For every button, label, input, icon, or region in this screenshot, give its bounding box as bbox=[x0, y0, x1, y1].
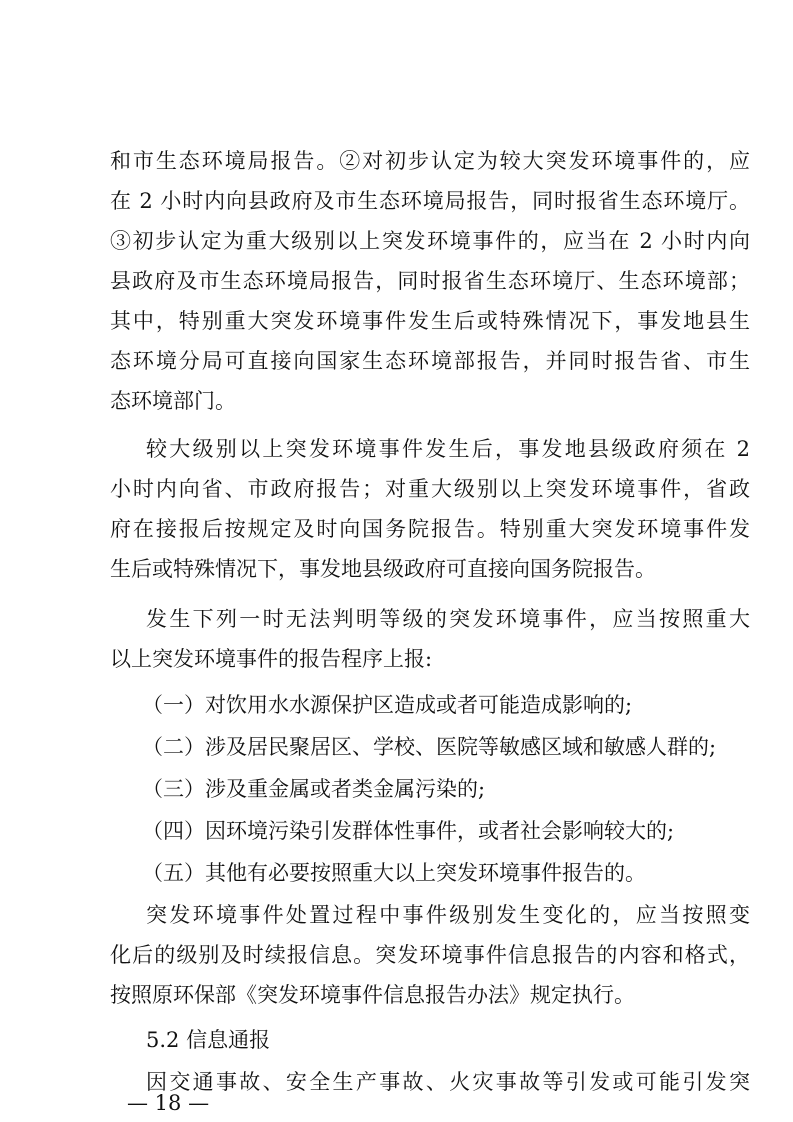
paragraph-line: 其中，特别重大突发环境事件发生后或特殊情况下，事发地县生 bbox=[110, 309, 750, 333]
paragraph-line: 和市生态环境局报告。②对初步认定为较大突发环境事件的，应 bbox=[110, 149, 750, 173]
paragraph-line: 化后的级别及时续报信息。突发环境事件信息报告的内容和格式， bbox=[110, 943, 750, 967]
list-item: （四）因环境污染引发群体性事件，或者社会影响较大的; bbox=[142, 819, 675, 843]
paragraph-line: ③初步认定为重大级别以上突发环境事件的，应当在 2 小时内向 bbox=[110, 229, 750, 253]
paragraph-line: 因交通事故、安全生产事故、火灾事故等引发或可能引发突 bbox=[146, 1070, 750, 1094]
paragraph-line: 态环境部门。 bbox=[110, 389, 236, 413]
list-item: （二）涉及居民聚居区、学校、医院等敏感区域和敏感人群的; bbox=[142, 735, 717, 759]
paragraph-line: 在 2 小时内向县政府及市生态环境局报告，同时报省生态环境厅。 bbox=[110, 189, 750, 213]
paragraph-line: 生后或特殊情况下，事发地县级政府可直接向国务院报告。 bbox=[110, 557, 656, 581]
paragraph-line: 突发环境事件处置过程中事件级别发生变化的，应当按照变 bbox=[146, 903, 750, 927]
paragraph-line: 发生下列一时无法判明等级的突发环境事件，应当按照重大 bbox=[146, 607, 750, 631]
paragraph-line: 较大级别以上突发环境事件发生后，事发地县级政府须在 2 bbox=[146, 437, 750, 461]
section-heading: 5.2 信息通报 bbox=[146, 1028, 271, 1052]
list-item: （三）涉及重金属或者类金属污染的; bbox=[142, 777, 486, 801]
paragraph-line: 县政府及市生态环境局报告，同时报省生态环境厅、生态环境部； bbox=[110, 269, 750, 293]
paragraph-line: 按照原环保部《突发环境事件信息报告办法》规定执行。 bbox=[110, 983, 635, 1007]
paragraph-line: 府在接报后按规定及时向国务院报告。特别重大突发环境事件发 bbox=[110, 517, 750, 541]
page-number: — 18 — bbox=[127, 1091, 210, 1115]
list-item: （一）对饮用水水源保护区造成或者可能造成影响的; bbox=[142, 693, 633, 717]
paragraph-line: 小时内向省、市政府报告；对重大级别以上突发环境事件，省政 bbox=[110, 477, 750, 501]
paragraph-line: 以上突发环境事件的报告程序上报: bbox=[110, 647, 433, 671]
list-item: （五）其他有必要按照重大以上突发环境事件报告的。 bbox=[142, 861, 646, 885]
paragraph-line: 态环境分局可直接向国家生态环境部报告，并同时报告省、市生 bbox=[110, 349, 750, 373]
